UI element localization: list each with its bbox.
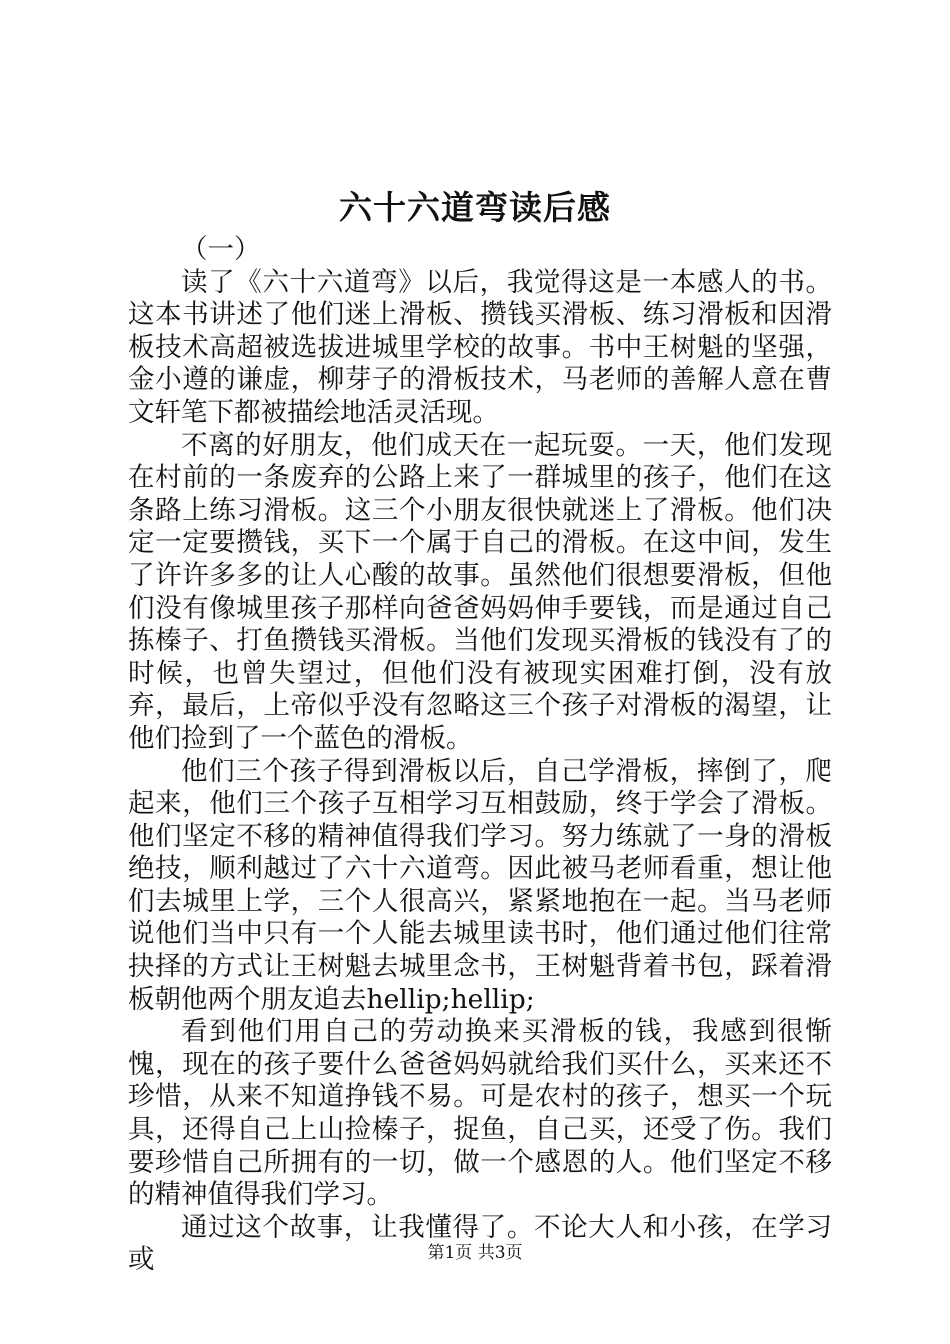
document-body <box>128 234 832 1277</box>
document-title: 六十六道弯读后感 <box>339 188 611 227</box>
paragraph-1: 读了《六十六道弯》以后，我觉得这是一本感人的书。这本书讲述了他们迷上滑板、攒钱买滑板、练习滑板和因滑板技术高超被选拔进城里学校的故事。书中王树魁的坚强，金小遵的谦虚，柳芽子的滑板技术，马老师的善解人意在曹文轩笔下都被描绘地活灵活现。 <box>128 266 832 428</box>
paragraph-3: 他们三个孩子得到滑板以后，自己学滑板，摔倒了，爬起来，他们三个孩子互相学习互相鼓励，终于学会了滑板。他们坚定不移的精神值得我们学习。努力练就了一身的滑板绝技，顺利越过了六十六道弯。因此被马老师看重，想让他们去城里上学，三个人很高兴，紧紧地抱在一起。当马老师说他们当中只有一个人能去城里读书时，他们通过他们往常抉择的方式让王树魁去城里念书，王树魁背着书包，踩着滑板朝他两个朋友追去hellip;hellip; <box>128 755 832 1015</box>
paragraph-2: 不离的好朋友，他们成天在一起玩耍。一天，他们发现在村前的一条废弃的公路上来了一群城里的孩子，他们在这条路上练习滑板。这三个小朋友很快就迷上了滑板。他们决定一定要攒钱，买下一个属于自己的滑板。在这中间，发生了许许多多的让人心酸的故事。虽然他们很想要滑板，但他们没有像城里孩子那样向爸爸妈妈伸手要钱，而是通过自己拣榛子、打鱼攒钱买滑板。当他们发现买滑板的钱没有了的时候，也曾失望过，但他们没有被现实困难打倒，没有放弃，最后，上帝似乎没有忽略这三个孩子对滑板的渴望，让他们捡到了一个蓝色的滑板。 <box>128 429 832 754</box>
paragraph-5: 通过这个故事，让我懂得了。不论大人和小孩，在学习或 <box>128 1211 832 1276</box>
page-footer: 第1页 共3页 <box>427 1243 523 1263</box>
paragraph-4: 看到他们用自己的劳动换来买滑板的钱，我感到很惭愧，现在的孩子要什么爸爸妈妈就给我们买什么，买来还不珍惜，从来不知道挣钱不易。可是农村的孩子，想买一个玩具，还得自己上山捡榛子，捉鱼，自己买，还受了伤。我们要珍惜自己所拥有的一切，做一个感恩的人。他们坚定不移的精神值得我们学习。 <box>128 1016 832 1211</box>
section-label: （一） <box>181 234 261 265</box>
